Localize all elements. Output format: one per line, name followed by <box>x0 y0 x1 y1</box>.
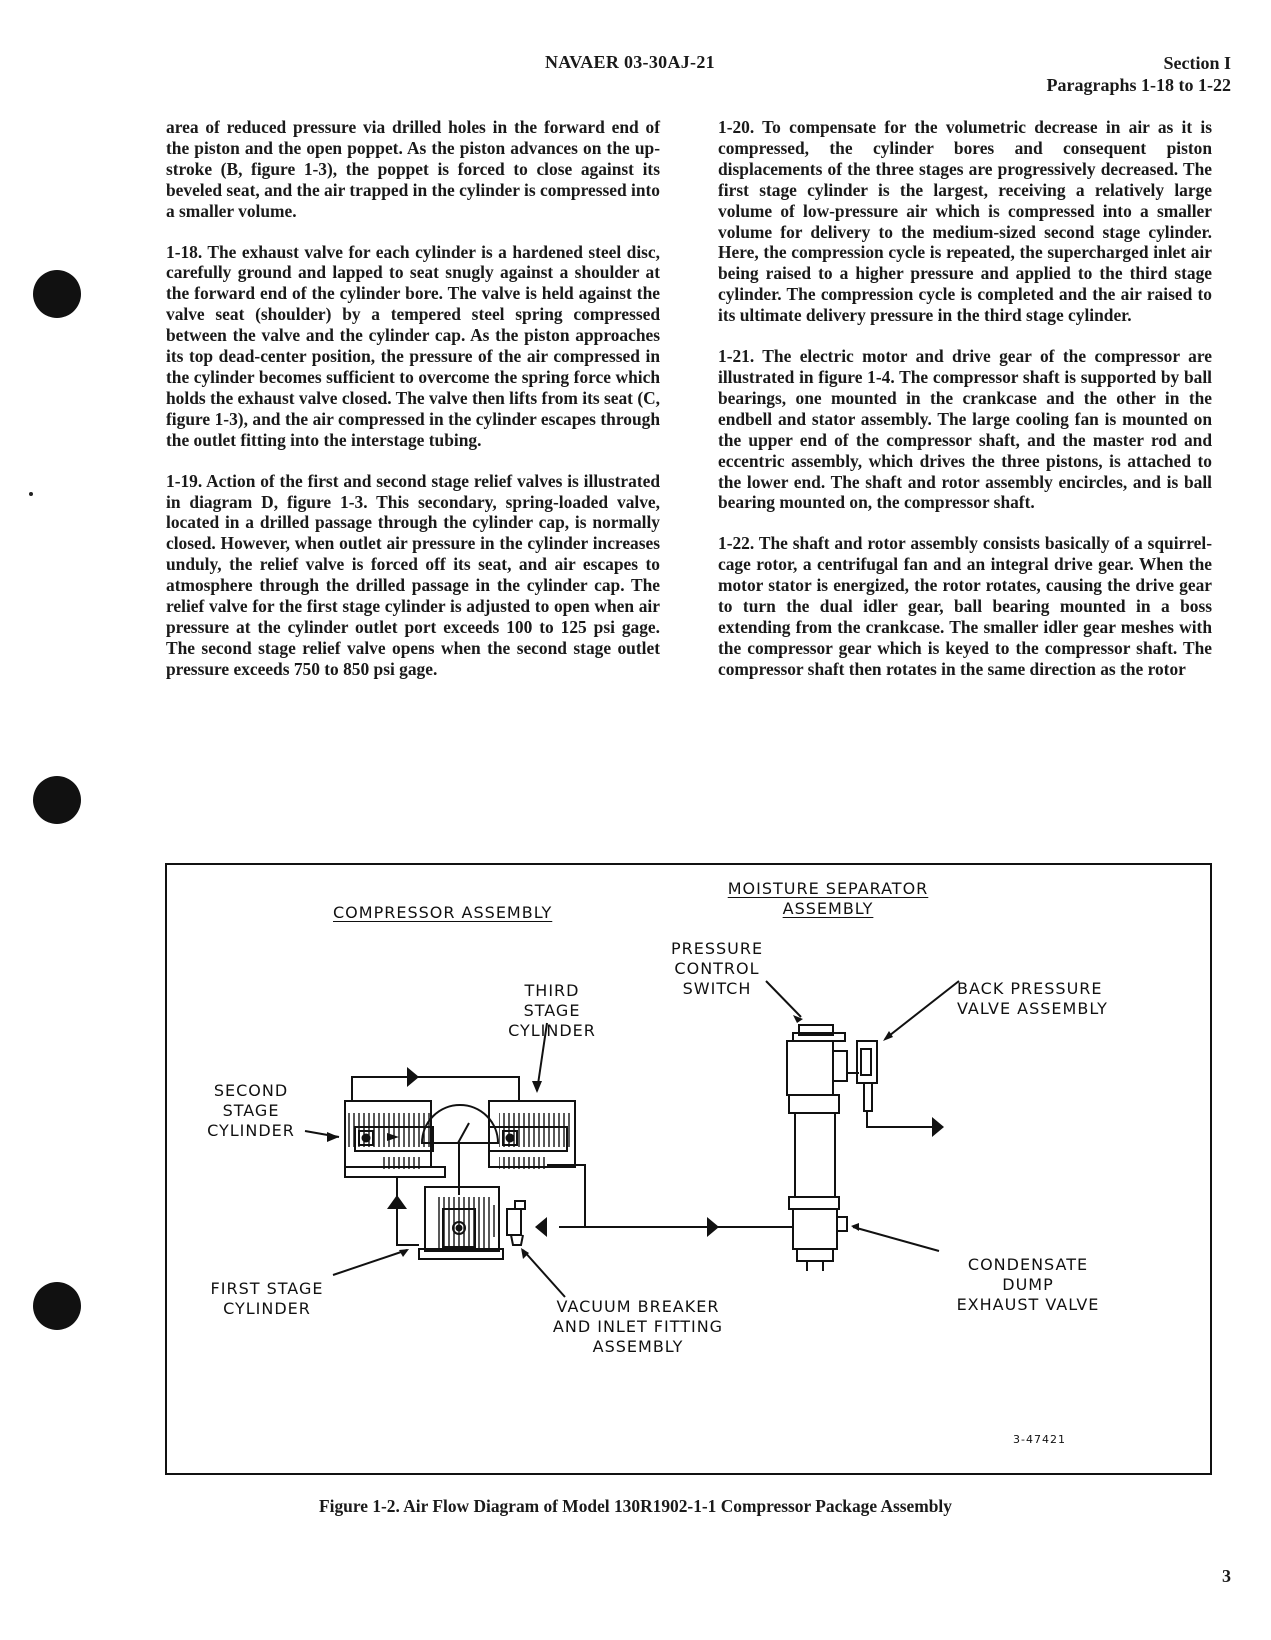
vacuum-breaker-fitting <box>507 1201 525 1245</box>
second-stage-cylinder-label: SECOND STAGE CYLINDER <box>207 1081 295 1140</box>
figure-caption: Figure 1-2. Air Flow Diagram of Model 130R1902-1-1 Compressor Package Assembly <box>319 1496 952 1516</box>
section-header <box>1047 52 1231 96</box>
flow-arrow <box>707 1217 719 1237</box>
paragraph-1-18: 1-18. The exhaust valve for each cylinder is a hardened steel disc, carefully ground and lapped to seat snugly against a shoulder at the forward end of the cylinder bore. The valve is held against the valve seat (shoulder) by a tempered steel spring compressed between the valve and the cylinder cap. As the piston approaches its top dead-center position, the pressure of the air compressed in the cylinder becomes sufficient to overcome the spring force which holds the exhaust valve closed. The valve then lifts from its seat (C, figure 1-3), and the air compressed in the cylinder escapes through the outlet fitting into the interstage tubing. <box>166 241 661 450</box>
leader-vacuum-breaker <box>523 1250 565 1297</box>
leader-arrowhead <box>883 1031 893 1041</box>
drawing-code: 3-47421 <box>1013 1433 1066 1446</box>
third-stage-cylinder-label: THIRD STAGE CYLINDER <box>508 981 596 1040</box>
third-stage-cylinder <box>489 1101 585 1177</box>
paragraph-1-22: 1-22. The shaft and rotor assembly consists basically of a squirrel-cage rotor, a centrifugal fan and an integral drive gear. When the motor stator is energized, the rotor rotates, causing the drive gear to turn the dual idler gear, ball bearing mounted in a boss extending from the crankcase. The smaller idler gear meshes with the compressor gear which is keyed to the compressor shaft. The compressor shaft then rotates in the same direction as the rotor <box>718 533 1212 679</box>
flow-arrow <box>932 1117 944 1137</box>
leader-arrowhead <box>327 1132 339 1142</box>
leader-condensate-dump <box>853 1227 939 1251</box>
section-label: Section I <box>1163 53 1231 73</box>
binder-hole <box>33 1282 81 1330</box>
first-stage-cylinder-label: FIRST STAGE CYLINDER <box>210 1279 324 1318</box>
right-text-column <box>718 117 1212 700</box>
back-pressure-valve-label: BACK PRESSURE VALVE ASSEMBLY <box>957 979 1108 1018</box>
flow-arrow <box>387 1195 407 1209</box>
flow-arrow <box>535 1217 547 1237</box>
binder-hole <box>33 776 81 824</box>
page-number: 3 <box>1222 1566 1231 1586</box>
paragraph-1-19: 1-19. Action of the first and second stage relief valves is illustrated in diagram D, figure 1-3. This secondary, spring-loaded valve, located in a drilled passage through the cylinder cap, is normally closed. However, when outlet air pressure in the cylinder increases unduly, the relief valve is forced off its seat, and air escapes to atmosphere through the drilled passage in the cylinder cap. The relief valve for the first stage cylinder is adjusted to open when air pressure at the cylinder outlet port exceeds 100 to 125 psi gage. The second stage relief valve opens when the second stage outlet pressure exceeds 750 to 850 psi gage. <box>166 470 660 679</box>
leader-back-pressure <box>885 981 959 1039</box>
paragraph-1-20: 1-20. To compensate for the volumetric decrease in air as it is compressed, the cylinder bores and consequent piston displacements of the three stages are progressively decreased. The first stage cylinder is the largest, receiving a relatively large volume of low-pressure air which is compressed into a smaller volume for delivery to the medium-sized second stage cylinder. Here, the compression cycle is repeated, the supercharged inlet air being raised to a higher pressure and applied to the third stage cylinder. The compression cycle is completed and the air raised to its ultimate delivery pressure in the third stage cylinder. <box>718 117 1212 326</box>
leader-arrowhead <box>851 1223 859 1231</box>
paragraph-range: Paragraphs 1-18 to 1-22 <box>1046 75 1231 95</box>
leader-arrowhead <box>532 1081 542 1093</box>
binder-hole <box>33 270 81 318</box>
air-flow-diagram <box>165 863 1212 1475</box>
vacuum-breaker-label: VACUUM BREAKER AND INLET FITTING ASSEMBLY <box>552 1297 724 1356</box>
compressor-assembly-label: COMPRESSOR ASSEMBLY <box>333 903 553 922</box>
moisture-separator-label: MOISTURE SEPARATOR ASSEMBLY <box>727 879 929 918</box>
flow-arrow <box>407 1067 419 1087</box>
back-pressure-valve <box>847 1041 932 1127</box>
moisture-separator <box>787 1025 847 1271</box>
leader-pressure-switch <box>766 981 801 1017</box>
interstage-tube-lower <box>397 1177 419 1245</box>
condensate-dump-label: CONDENSATE DUMP EXHAUST VALVE <box>956 1255 1100 1314</box>
paragraph-1-21: 1-21. The electric motor and drive gear of the compressor are illustrated in figure 1-4. The compressor shaft is supported by ball bearings, one mounted in the crankcase and the other in the endbell and stator assembly. The large cooling fan is mounted on the upper end of the compressor shaft, and the master rod and eccentric assembly, which drives the three pistons, is attached to the lower end. The shaft and rotor assembly encircles, and is ball bearing mounted on, the compressor shaft. <box>718 346 1212 513</box>
leader-first-stage <box>333 1250 407 1275</box>
pressure-control-switch-label: PRESSURE CONTROL SWITCH <box>670 939 764 998</box>
left-text-column <box>166 117 660 700</box>
second-stage-cylinder <box>345 1101 445 1177</box>
leader-arrowhead <box>521 1248 529 1259</box>
paragraph-continued: area of reduced pressure via drilled holes in the forward end of the piston and the open poppet. As the piston advances on the up-stroke (B, figure 1-3), the poppet is forced to close against its beveled seat, and the air trapped in the cylinder is compressed into a smaller volume. <box>166 117 660 221</box>
speck <box>29 492 33 496</box>
first-stage-cylinder <box>419 1187 503 1259</box>
interstage-tube-upper <box>352 1077 519 1101</box>
document-number: NAVAER 03-30AJ-21 <box>545 52 715 72</box>
